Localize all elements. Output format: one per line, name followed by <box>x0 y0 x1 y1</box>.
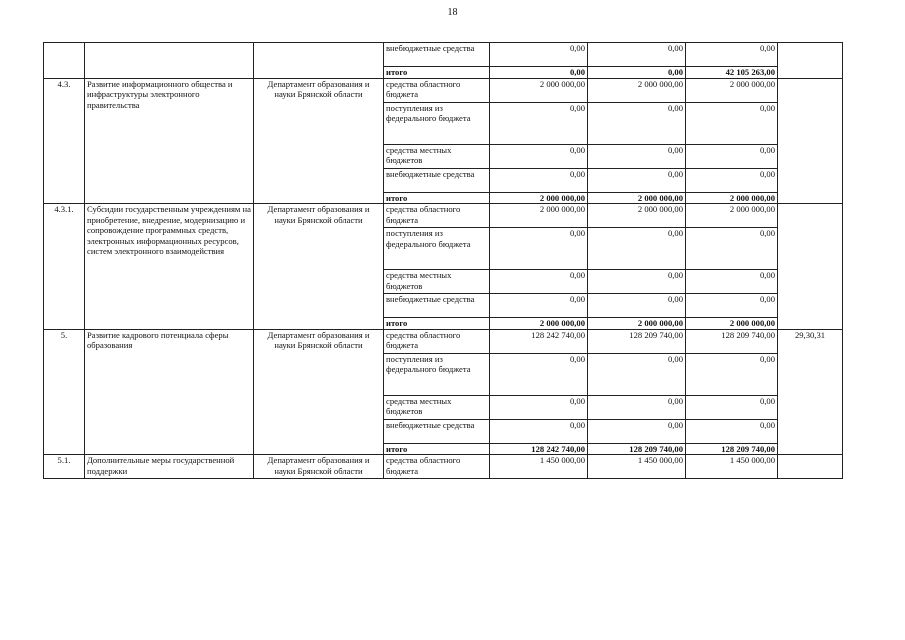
funding-source-cell: средства областного бюджета <box>384 455 490 479</box>
value-year2-cell: 128 209 740,00 <box>588 329 686 353</box>
item-name-cell: Субсидии государственным учреждениям на приобретение, внедрение, модернизацию и сопровождение программных средств, электронных информационных ресурсов, систем электронного взаимодействия <box>85 204 254 330</box>
funding-source-cell: средства местных бюджетов <box>384 395 490 419</box>
value-year2-cell: 0,00 <box>588 353 686 395</box>
value-year2-cell: 0,00 <box>588 270 686 294</box>
value-year2-cell: 0,00 <box>588 168 686 192</box>
value-year1-cell: 0,00 <box>490 294 588 318</box>
value-year3-cell: 0,00 <box>686 294 778 318</box>
value-year3-cell: 0,00 <box>686 144 778 168</box>
value-year3-cell: 0,00 <box>686 43 778 67</box>
value-year1-cell: 0,00 <box>490 395 588 419</box>
executor-cell: Департамент образования и науки Брянской области <box>254 78 384 204</box>
value-year2-cell: 128 209 740,00 <box>588 443 686 455</box>
value-year3-cell: 0,00 <box>686 395 778 419</box>
value-year1-cell: 2 000 000,00 <box>490 204 588 228</box>
value-year3-cell: 0,00 <box>686 168 778 192</box>
value-year2-cell: 0,00 <box>588 67 686 79</box>
executor-cell: Департамент образования и науки Брянской области <box>254 204 384 330</box>
indicator-ref-cell <box>778 455 843 479</box>
funding-source-cell: внебюджетные средства <box>384 43 490 67</box>
funding-source-cell: средства местных бюджетов <box>384 270 490 294</box>
value-year1-cell: 128 242 740,00 <box>490 329 588 353</box>
value-year2-cell: 0,00 <box>588 43 686 67</box>
funding-source-cell: средства областного бюджета <box>384 78 490 102</box>
item-number-cell <box>44 43 85 79</box>
funding-source-cell: итого <box>384 318 490 330</box>
item-number-cell: 5. <box>44 329 85 455</box>
value-year3-cell: 1 450 000,00 <box>686 455 778 479</box>
value-year1-cell: 2 000 000,00 <box>490 78 588 102</box>
value-year1-cell: 0,00 <box>490 270 588 294</box>
value-year1-cell: 0,00 <box>490 419 588 443</box>
item-name-cell: Развитие кадрового потенциала сферы образования <box>85 329 254 455</box>
value-year3-cell: 0,00 <box>686 102 778 144</box>
funding-source-cell: итого <box>384 443 490 455</box>
value-year2-cell: 0,00 <box>588 228 686 270</box>
indicator-ref-cell <box>778 78 843 204</box>
value-year1-cell: 0,00 <box>490 228 588 270</box>
funding-source-cell: средства местных бюджетов <box>384 144 490 168</box>
funding-source-cell: итого <box>384 192 490 204</box>
value-year3-cell: 0,00 <box>686 353 778 395</box>
budget-table <box>43 42 843 479</box>
value-year3-cell: 42 105 263,00 <box>686 67 778 79</box>
funding-source-cell: средства областного бюджета <box>384 204 490 228</box>
item-name-cell: Развитие информационного общества и инфраструктуры электронного правительства <box>85 78 254 204</box>
value-year2-cell: 2 000 000,00 <box>588 204 686 228</box>
indicator-ref-cell: 29,30,31 <box>778 329 843 455</box>
funding-source-cell: внебюджетные средства <box>384 168 490 192</box>
item-name-cell <box>85 43 254 79</box>
value-year1-cell: 0,00 <box>490 144 588 168</box>
value-year3-cell: 2 000 000,00 <box>686 192 778 204</box>
value-year2-cell: 2 000 000,00 <box>588 318 686 330</box>
funding-source-cell: итого <box>384 67 490 79</box>
value-year1-cell: 0,00 <box>490 102 588 144</box>
value-year3-cell: 2 000 000,00 <box>686 204 778 228</box>
item-number-cell: 5.1. <box>44 455 85 479</box>
value-year1-cell: 1 450 000,00 <box>490 455 588 479</box>
funding-source-cell: поступления из федерального бюджета <box>384 228 490 270</box>
executor-cell <box>254 43 384 79</box>
value-year2-cell: 0,00 <box>588 102 686 144</box>
executor-cell: Департамент образования и науки Брянской области <box>254 329 384 455</box>
table-row <box>44 455 843 479</box>
value-year3-cell: 2 000 000,00 <box>686 78 778 102</box>
value-year3-cell: 0,00 <box>686 228 778 270</box>
value-year3-cell: 128 209 740,00 <box>686 443 778 455</box>
value-year1-cell: 2 000 000,00 <box>490 318 588 330</box>
value-year1-cell: 0,00 <box>490 67 588 79</box>
funding-source-cell: средства областного бюджета <box>384 329 490 353</box>
value-year1-cell: 0,00 <box>490 353 588 395</box>
value-year1-cell: 2 000 000,00 <box>490 192 588 204</box>
value-year3-cell: 128 209 740,00 <box>686 329 778 353</box>
item-name-cell: Дополнительные меры государственной поддержки <box>85 455 254 479</box>
indicator-ref-cell <box>778 204 843 330</box>
value-year1-cell: 0,00 <box>490 168 588 192</box>
item-number-cell: 4.3. <box>44 78 85 204</box>
funding-source-cell: поступления из федерального бюджета <box>384 353 490 395</box>
value-year1-cell: 128 242 740,00 <box>490 443 588 455</box>
funding-source-cell: внебюджетные средства <box>384 294 490 318</box>
value-year2-cell: 2 000 000,00 <box>588 192 686 204</box>
value-year1-cell: 0,00 <box>490 43 588 67</box>
value-year2-cell: 0,00 <box>588 419 686 443</box>
table-row <box>44 78 843 102</box>
value-year2-cell: 2 000 000,00 <box>588 78 686 102</box>
indicator-ref-cell <box>778 43 843 79</box>
value-year2-cell: 1 450 000,00 <box>588 455 686 479</box>
value-year3-cell: 0,00 <box>686 270 778 294</box>
funding-source-cell: внебюджетные средства <box>384 419 490 443</box>
table-row <box>44 43 843 67</box>
value-year2-cell: 0,00 <box>588 395 686 419</box>
table-row <box>44 204 843 228</box>
table-row <box>44 329 843 353</box>
item-number-cell: 4.3.1. <box>44 204 85 330</box>
value-year3-cell: 0,00 <box>686 419 778 443</box>
page-number: 18 <box>447 7 458 18</box>
funding-source-cell: поступления из федерального бюджета <box>384 102 490 144</box>
executor-cell: Департамент образования и науки Брянской области <box>254 455 384 479</box>
value-year3-cell: 2 000 000,00 <box>686 318 778 330</box>
value-year2-cell: 0,00 <box>588 294 686 318</box>
value-year2-cell: 0,00 <box>588 144 686 168</box>
